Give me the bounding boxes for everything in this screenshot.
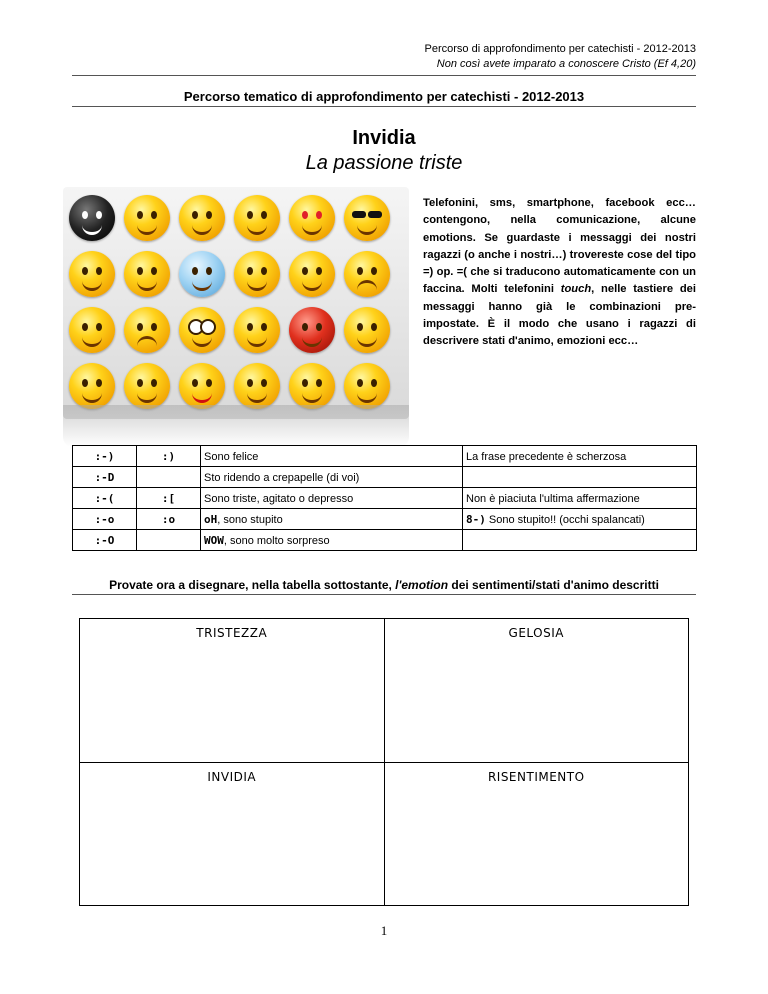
emoticon-face bbox=[179, 251, 225, 297]
emoticon-symbol: :-) bbox=[73, 446, 137, 467]
prompt-divider bbox=[72, 594, 696, 595]
emoticon-symbol: :-o bbox=[73, 509, 137, 530]
emoticon-face bbox=[289, 195, 335, 241]
emoticon-note bbox=[463, 530, 697, 551]
course-divider bbox=[72, 106, 696, 107]
course-title: Percorso tematico di approfondimento per catechisti - 2012-2013 bbox=[183, 89, 585, 104]
emoticon-symbol-short: :o bbox=[137, 509, 201, 530]
emoticon-meaning: Sono felice bbox=[201, 446, 463, 467]
emoticon-face bbox=[234, 307, 280, 353]
emoticon-face bbox=[344, 195, 390, 241]
emoticons-image bbox=[63, 187, 409, 419]
emoticon-note bbox=[463, 467, 697, 488]
emoticon-face bbox=[69, 307, 115, 353]
intro-text-italic: touch bbox=[560, 283, 592, 296]
emoticon-face bbox=[234, 363, 280, 409]
emoticon-meaning: Sto ridendo a crepapelle (di voi) bbox=[201, 467, 463, 488]
emoticon-note: La frase precedente è scherzosa bbox=[463, 446, 697, 467]
table-row bbox=[73, 488, 697, 509]
emoticon-symbol-short bbox=[137, 467, 201, 488]
emoticon-face bbox=[69, 251, 115, 297]
emoticon-face bbox=[289, 251, 335, 297]
emoticon-face bbox=[179, 363, 225, 409]
emoticon-face bbox=[234, 251, 280, 297]
emoticon-meaning: WOW, sono molto sorpreso bbox=[201, 530, 463, 551]
table-row bbox=[73, 530, 697, 551]
table-row bbox=[80, 762, 689, 906]
drawing-prompt: Provate ora a disegnare, nella tabella sottostante, l'emotion dei sentimenti/stati d'animo descritti bbox=[109, 578, 659, 592]
emoticon-face bbox=[69, 363, 115, 409]
header-line-1: Percorso di approfondimento per catechisti - 2012-2013 bbox=[424, 43, 696, 55]
emoticon-symbol-short: :[ bbox=[137, 488, 201, 509]
emoticon-table bbox=[72, 445, 697, 551]
emoticon-face bbox=[289, 363, 335, 409]
table-row bbox=[80, 619, 689, 763]
emoticon-symbol-short bbox=[137, 530, 201, 551]
emoticon-symbol: :-O bbox=[73, 530, 137, 551]
page-number: 1 bbox=[380, 923, 388, 938]
emoticon-note: 8-) Sono stupito!! (occhi spalancati) bbox=[463, 509, 697, 530]
emoticon-face bbox=[344, 251, 390, 297]
emoticon-face bbox=[69, 195, 115, 241]
intro-text-1: Telefonini, sms, smartphone, facebook ecc… contengono, nella comunicazione, alcune emotions. Se guardaste i messaggi dei nostri ragazzi (o anche i nostri…) trovereste cose del tipo =) op. =( che si traducono automaticamente con un faccina. Molti telefonini bbox=[423, 197, 696, 296]
drawing-cell-invidia: INVIDIA bbox=[80, 762, 385, 906]
emoticon-symbol: :-D bbox=[73, 467, 137, 488]
emoticon-note: Non è piaciuta l'ultima affermazione bbox=[463, 488, 697, 509]
emoticon-face bbox=[179, 307, 225, 353]
emoticon-face bbox=[234, 195, 280, 241]
drawing-table bbox=[79, 618, 689, 906]
emoticon-face bbox=[289, 307, 335, 353]
emoticon-symbol: :-( bbox=[73, 488, 137, 509]
emoticon-face bbox=[344, 363, 390, 409]
table-row bbox=[73, 467, 697, 488]
running-header bbox=[425, 42, 697, 72]
drawing-cell-risentimento: RISENTIMENTO bbox=[384, 762, 689, 906]
emoticon-face bbox=[124, 363, 170, 409]
emoticon-face bbox=[179, 195, 225, 241]
emoticon-meaning: Sono triste, agitato o depresso bbox=[201, 488, 463, 509]
emoticon-face bbox=[124, 195, 170, 241]
drawing-cell-gelosia: GELOSIA bbox=[384, 619, 689, 763]
header-line-2: Non così avete imparato a conoscere Cristo (Ef 4,20) bbox=[436, 58, 696, 70]
header-divider bbox=[72, 75, 696, 76]
emoticon-face bbox=[344, 307, 390, 353]
table-row bbox=[73, 446, 697, 467]
intro-paragraph bbox=[423, 195, 696, 351]
image-reflection bbox=[63, 405, 409, 447]
page-title: Invidia bbox=[352, 127, 416, 149]
drawing-cell-tristezza: TRISTEZZA bbox=[80, 619, 385, 763]
emoticon-face bbox=[124, 307, 170, 353]
table-row bbox=[73, 509, 697, 530]
emoticon-face bbox=[124, 251, 170, 297]
page-subtitle: La passione triste bbox=[305, 152, 463, 174]
intro-text-2: , nelle tastiere dei messaggi hanno già le combinazioni pre-impostate. È il modo che usano i ragazzi di descrivere stati d'animo, emozioni ecc… bbox=[423, 283, 696, 348]
emoticon-symbol-short: :) bbox=[137, 446, 201, 467]
emoticon-meaning: oH, sono stupito bbox=[201, 509, 463, 530]
